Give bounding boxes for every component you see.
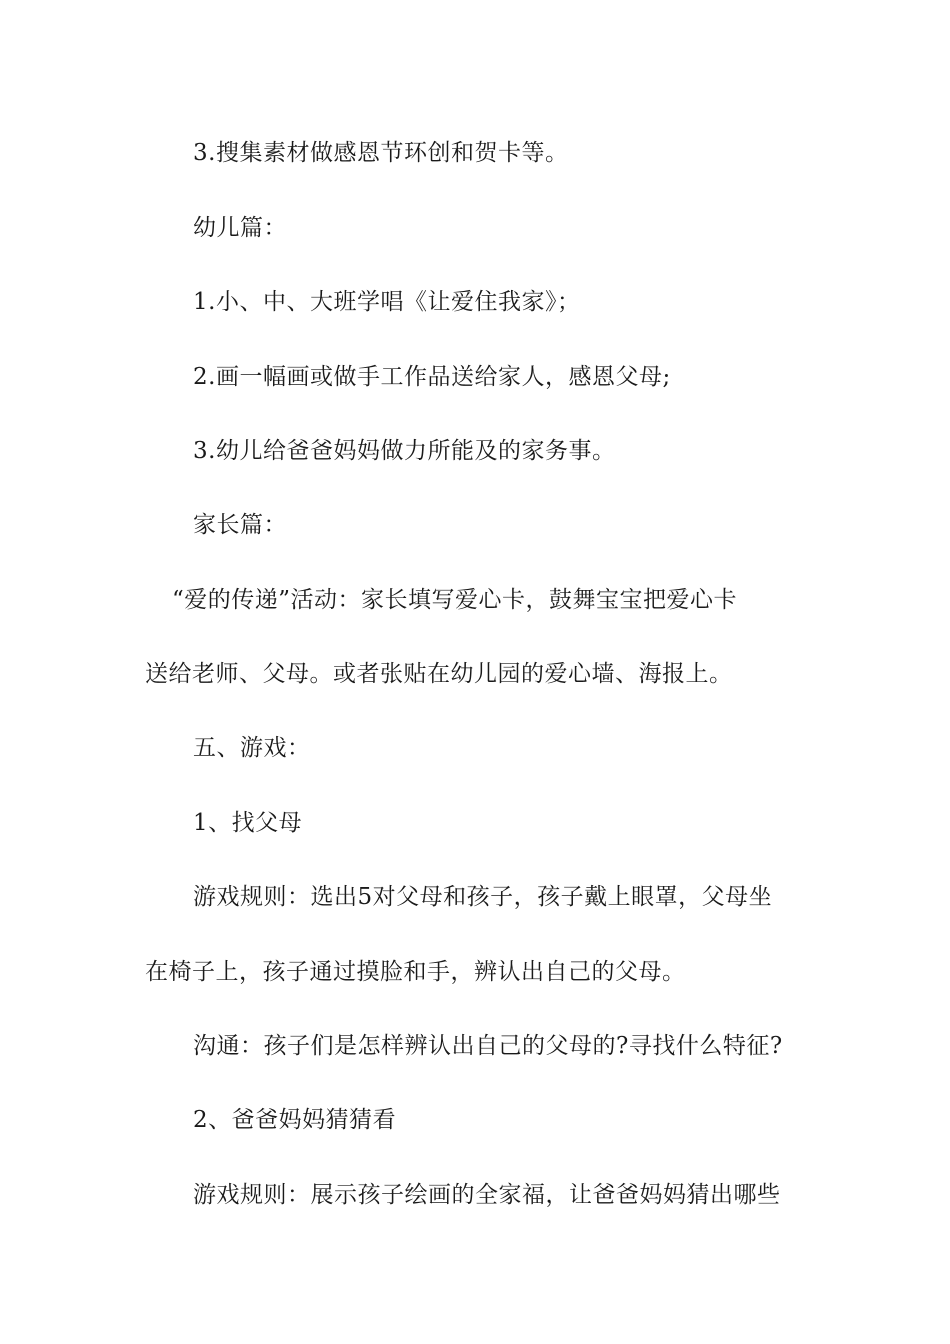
section-heading-parents: 家长篇： (193, 512, 287, 538)
paragraph-line: 3.搜集素材做感恩节环创和贺卡等。 (193, 140, 569, 166)
list-item: 2.画一幅画或做手工作品送给家人，感恩父母; (193, 364, 671, 390)
paragraph-line: 沟通：孩子们是怎样辨认出自己的父母的?寻找什么特征? (193, 1033, 783, 1059)
paragraph-line: 游戏规则：展示孩子绘画的全家福，让爸爸妈妈猜出哪些 (193, 1182, 781, 1208)
paragraph-line: 游戏规则：选出5对父母和孩子，孩子戴上眼罩，父母坐 (193, 884, 773, 910)
list-item: 3.幼儿给爸爸妈妈做力所能及的家务事。 (193, 438, 616, 464)
game-title: 2、爸爸妈妈猜猜看 (193, 1107, 397, 1133)
section-heading-children: 幼儿篇： (193, 215, 287, 241)
paragraph-line: 送给老师、父母。或者张贴在幼儿园的爱心墙、海报上。 (145, 661, 733, 687)
game-title: 1、找父母 (193, 810, 303, 836)
paragraph-line: “爱的传递”活动：家长填写爱心卡，鼓舞宝宝把爱心卡 (172, 587, 738, 613)
list-item: 1.小、中、大班学唱《让爱住我家》； (193, 289, 581, 315)
paragraph-line: 在椅子上，孩子通过摸脸和手，辨认出自己的父母。 (145, 959, 686, 985)
section-heading-games: 五、游戏： (193, 735, 311, 761)
